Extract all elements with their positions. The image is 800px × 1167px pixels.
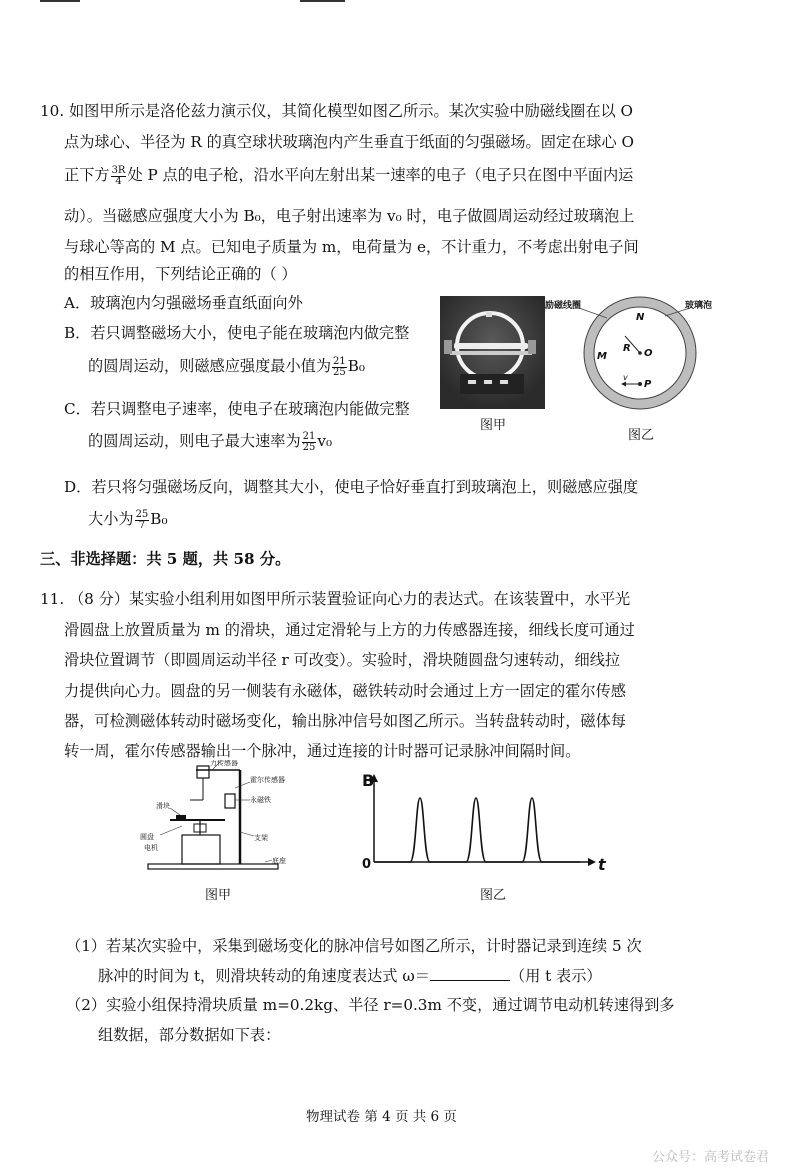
lorentz-apparatus-photo bbox=[440, 296, 545, 409]
q10-fig-jia-caption: 图甲 bbox=[480, 418, 507, 433]
q10-line3-b: 处 P 点的电子枪，沿水平向左射出某一速率的电子（电子只在图中平面内运 bbox=[127, 166, 634, 184]
fraction-21-over-25-v: $\frac{21}{25}$ bbox=[302, 430, 316, 453]
q10-line6: 的相互作用，下列结论正确的（ ） bbox=[64, 265, 297, 283]
label-O: O bbox=[644, 348, 653, 359]
q11-sub2-line2: 组数据，部分数据如下表： bbox=[98, 1026, 281, 1044]
axis-label-zero: 0 bbox=[362, 857, 372, 870]
q11-line1: 11. （8 分）某实验小组利用如图甲所示装置验证向心力的表达式。在该装置中，水平光 bbox=[40, 590, 631, 608]
q10-option-a: A．玻璃泡内匀强磁场垂直纸面向外 bbox=[64, 294, 303, 312]
q11-sub2-line1: （2）实验小组保持滑块质量 m=0.2kg、半径 r=0.3m 不变，通过调节电动机转速得到多 bbox=[66, 996, 675, 1014]
q11-line2: 滑圆盘上放置质量为 m 的滑块，通过定滑轮与上方的力传感器连接，细线长度可通过 bbox=[64, 621, 635, 639]
fraction-25-over-7: $\frac{25}{7}$ bbox=[135, 508, 149, 531]
q11-line3: 滑块位置调节（即圆周运动半径 r 可改变）。实验时，滑块随圆盘匀速转动，细线拉 bbox=[64, 651, 621, 669]
q11-line5: 器，可检测磁体转动时磁场变化，输出脉冲信号如图乙所示。当转盘转动时，磁体每 bbox=[64, 712, 626, 730]
fraction-21-over-25: $\frac{21}{25}$ bbox=[333, 355, 346, 378]
axis-label-t: t bbox=[598, 855, 606, 870]
label-M: M bbox=[597, 351, 607, 362]
q10-line3 bbox=[64, 164, 800, 187]
q11-sub1-line2: 脉冲的时间为 t，则滑块转动的角速度表达式 ω＝ （用 t 表示） bbox=[98, 967, 602, 985]
pulse-curve bbox=[374, 798, 580, 862]
q10-figure-yi-diagram bbox=[545, 296, 725, 421]
centripetal-apparatus-drawing bbox=[140, 760, 300, 872]
q10-line4: 动）。当磁感应强度大小为 B₀，电子射出速率为 v₀ 时，电子做圆周运动经过玻璃泡上 bbox=[64, 207, 635, 225]
label-v: v bbox=[623, 373, 628, 382]
watermark: 公众号：高考试卷君 bbox=[652, 1150, 770, 1165]
q10-option-d-line2: 大小为 $\frac{25}{7}$ B₀ bbox=[88, 508, 168, 531]
label-hall-sensor: 霍尔传感器 bbox=[250, 776, 285, 784]
label-P: P bbox=[644, 379, 652, 390]
label-N: N bbox=[636, 312, 645, 323]
q10-option-b-line1: B．若只调整磁场大小，使电子能在玻璃泡内做完整 bbox=[64, 324, 410, 342]
label-bulb: 玻璃泡 bbox=[685, 301, 713, 311]
q11-fig-yi-caption: 图乙 bbox=[480, 888, 507, 903]
q10-line3-a: 正下方 bbox=[64, 166, 110, 184]
q11-sub1-line1: （1）若某次实验中，采集到磁场变化的脉冲信号如图乙所示，计时器记录到连续 5 次 bbox=[66, 937, 642, 955]
label-magnet: 永磁铁 bbox=[250, 796, 271, 804]
q10-line5: 与球心等高的 M 点。已知电子质量为 m，电荷量为 e，不计重力，不考虑出射电子间 bbox=[64, 238, 639, 256]
q11-line6: 转一周，霍尔传感器输出一个脉冲，通过连接的计时器可记录脉冲间隔时间。 bbox=[64, 742, 581, 760]
label-force-sensor: 力传感器 bbox=[210, 760, 238, 767]
fraction-3R-over-4: $\frac{3R}{4}$ bbox=[111, 164, 126, 187]
label-disk: 圆盘 bbox=[140, 833, 154, 841]
page-footer: 物理试卷 第 4 页 共 6 页 bbox=[306, 1109, 457, 1125]
magnetic-bulb-diagram bbox=[545, 296, 725, 421]
q10-option-c-line1: C．若只调整电子速率，使电子在玻璃泡内能做完整 bbox=[64, 400, 410, 418]
label-base: 底座 bbox=[272, 857, 286, 865]
q11-figure-jia-apparatus bbox=[140, 760, 300, 872]
label-R: R bbox=[623, 343, 631, 354]
q11-figure-yi-pulse-graph bbox=[340, 770, 610, 870]
pulse-signal-graph bbox=[340, 770, 610, 870]
q10-line2: 点为球心、半径为 R 的真空球状玻璃泡内产生垂直于纸面的匀强磁场。固定在球心 O bbox=[64, 133, 634, 151]
q10-option-c-line2: 的圆周运动，则电子最大速率为 $\frac{21}{25}$ v₀ bbox=[88, 430, 333, 453]
q10-line1: 10. 如图甲所示是洛伦兹力演示仪，其简化模型如图乙所示。某次实验中励磁线圈在以 O bbox=[40, 102, 634, 120]
label-slider: 滑块 bbox=[156, 802, 170, 810]
top-border-mid bbox=[300, 0, 345, 2]
answer-blank-omega[interactable] bbox=[430, 966, 510, 981]
q10-figure-jia-photo bbox=[440, 296, 545, 409]
q11-fig-jia-caption: 图甲 bbox=[205, 888, 232, 903]
label-motor: 电机 bbox=[144, 844, 158, 852]
section-3-heading: 三、非选择题：共 5 题，共 58 分。 bbox=[40, 550, 291, 568]
axis-label-B: B bbox=[362, 771, 375, 790]
q10-option-b-line2: 的圆周运动，则磁感应强度最小值为 $\frac{21}{25}$ B₀ bbox=[88, 355, 365, 378]
q10-fig-yi-caption: 图乙 bbox=[628, 428, 655, 443]
label-coil: 励磁线圈 bbox=[545, 301, 582, 311]
top-border-left bbox=[40, 0, 80, 2]
q11-line4: 力提供向心力。圆盘的另一侧装有永磁体，磁铁转动时会通过上方一固定的霍尔传感 bbox=[64, 682, 626, 700]
q10-option-d-line1: D．若只将匀强磁场反向，调整其大小，使电子恰好垂直打到玻璃泡上，则磁感应强度 bbox=[64, 478, 639, 496]
label-stand: 支架 bbox=[254, 834, 268, 842]
